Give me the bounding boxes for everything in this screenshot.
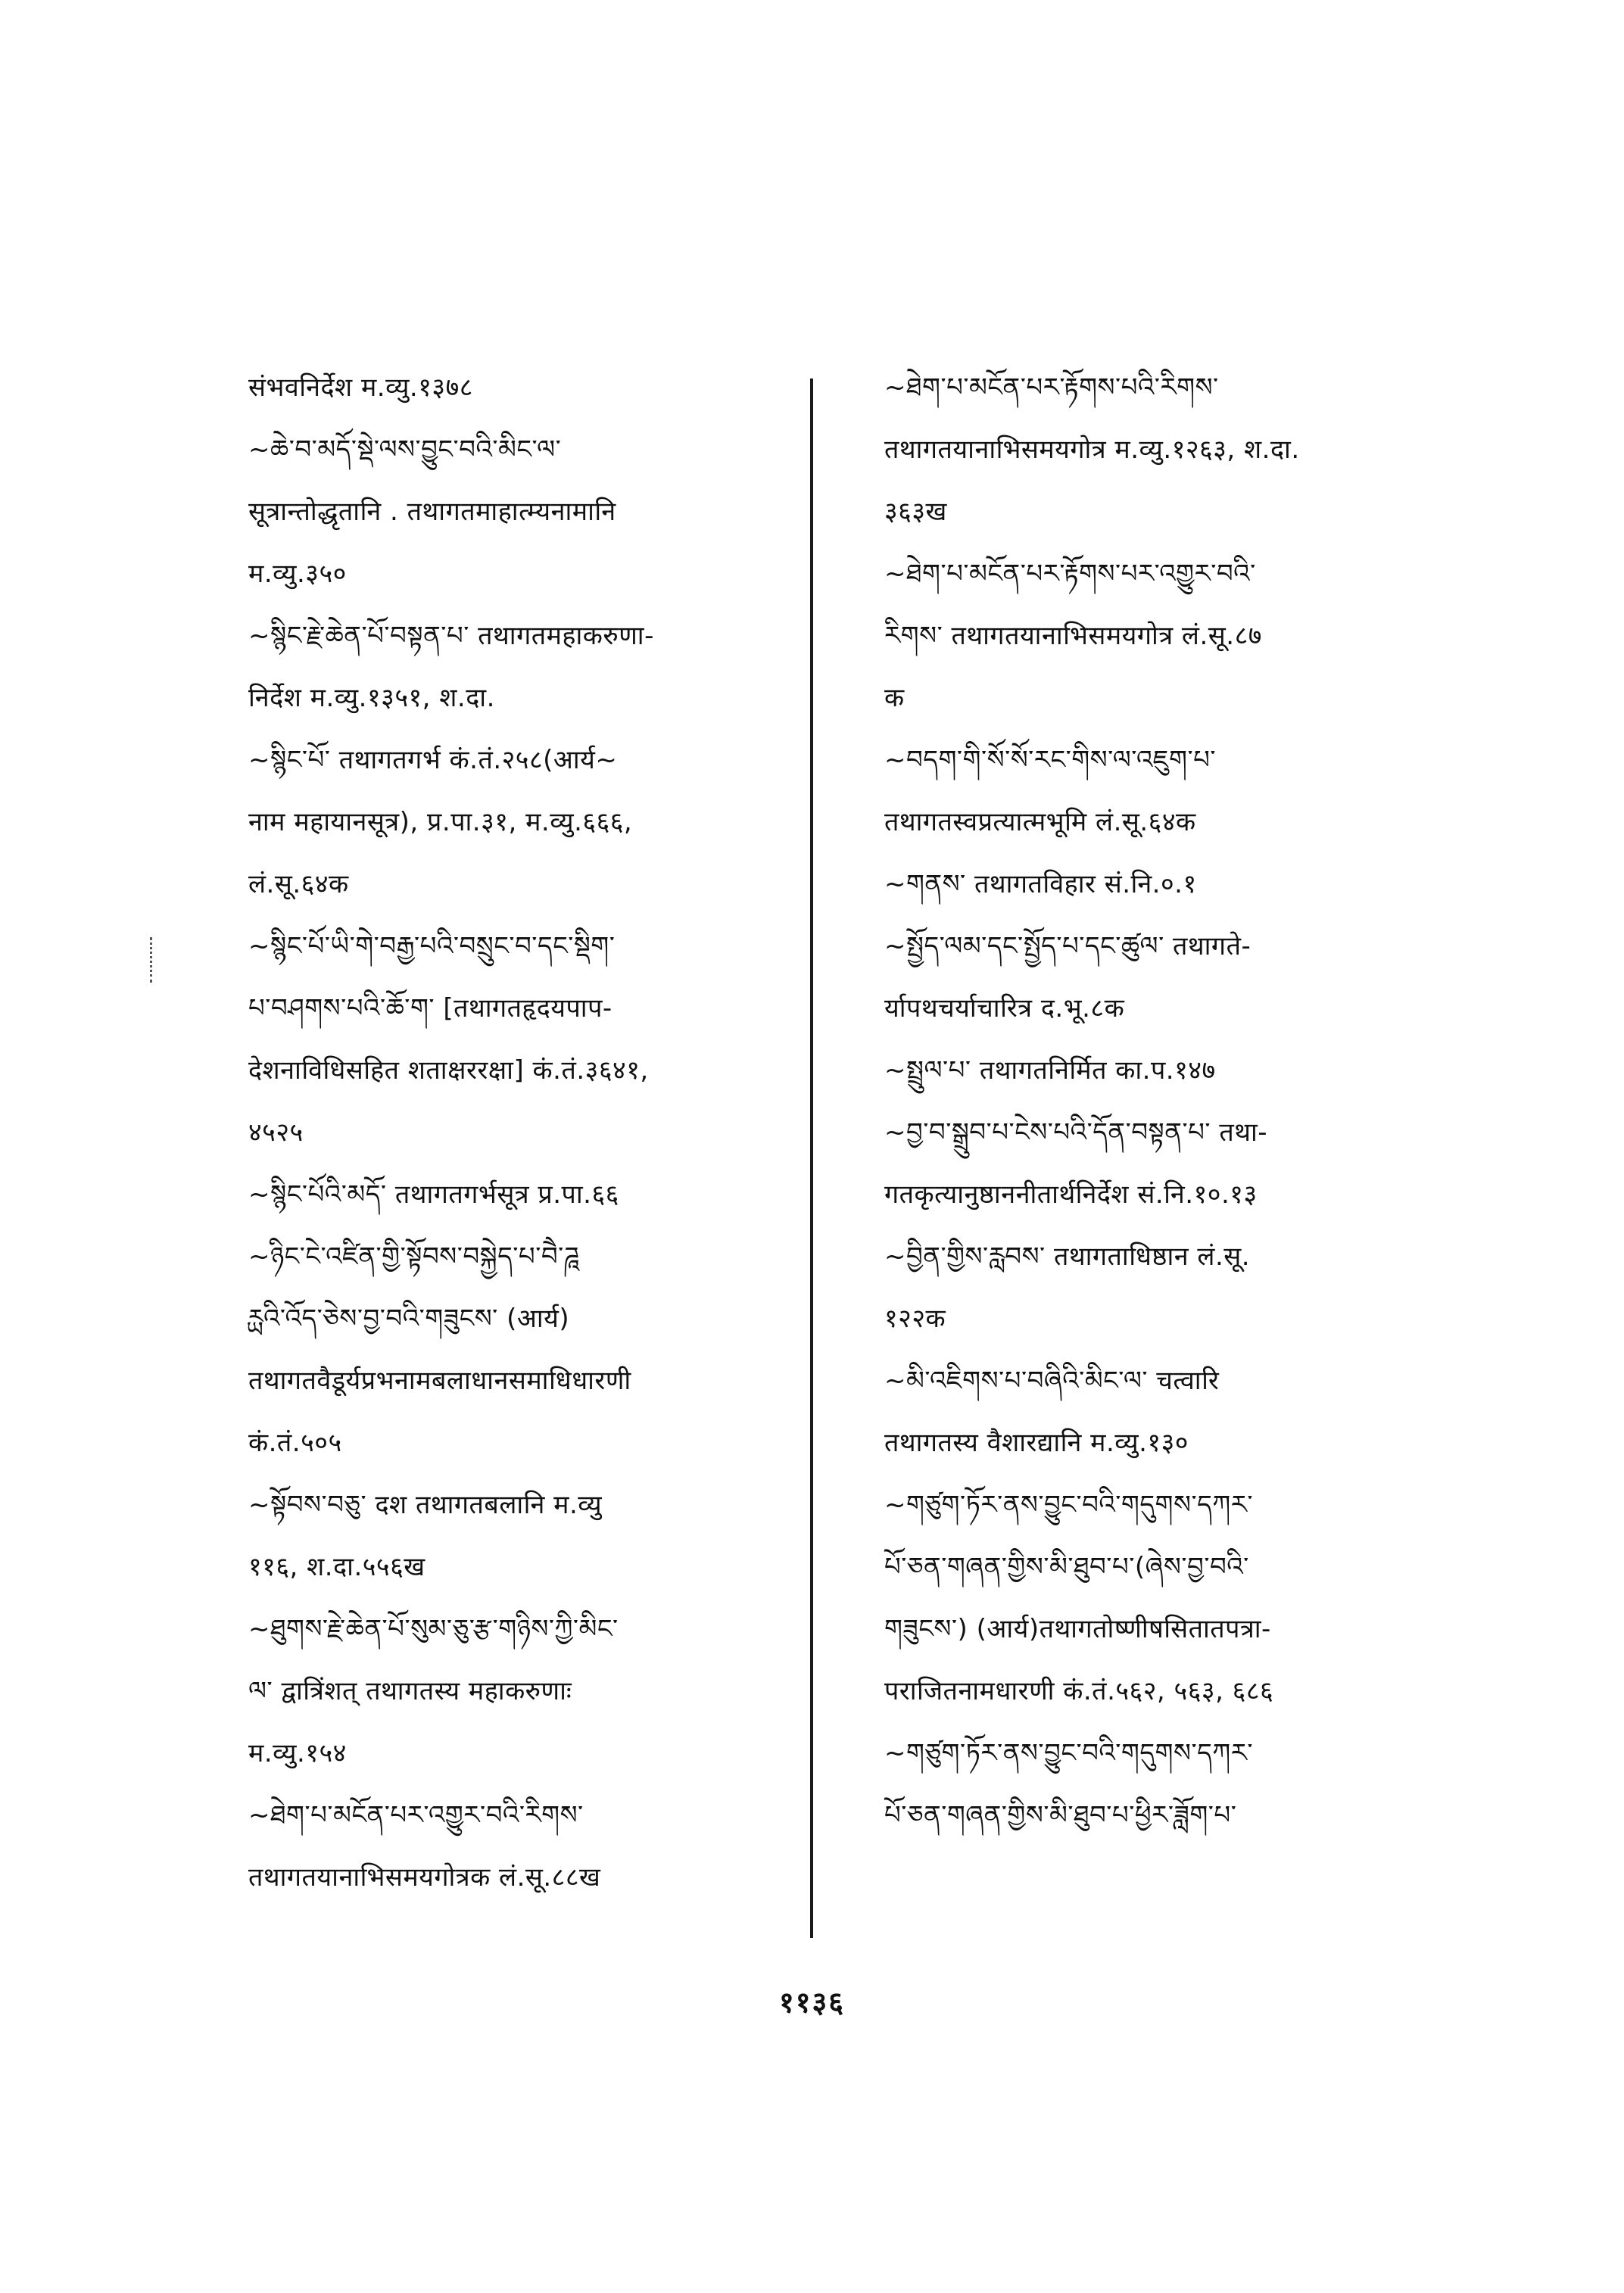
entry-line: सूत्रान्तोद्धृतानि . तथागतमाहात्म्यनामानि: [248, 497, 616, 527]
entry-line: ཪྻའི་འོད་ཅེས་བྱ་བའི་གཟུངས་ (आर्य): [248, 1304, 570, 1334]
entry-line: तथागतयानाभिसमयगोत्र म.व्यु.१२६३, श.दा.: [884, 435, 1300, 465]
entry-line: ལ་ द्वात्रिंशत् तथागतस्य महाकरुणाः: [248, 1676, 572, 1706]
entry-line: ~ཉིང་ངེ་འཛིན་གྱི་སྟོབས་བསྐྱེད་པ་བཻ་ཌཱ: [248, 1242, 579, 1272]
entry-line: རིགས་ तथागतयानाभिसमयगोत्र लं.सू.८७: [884, 621, 1262, 651]
entry-line: ३६३ख: [884, 497, 947, 527]
entry-line: तथागतवैडूर्यप्रभनामबलाधानसमाधिधारणी: [248, 1366, 631, 1396]
entry-line: संभवनिर्देश म.व्यु.१३७८: [248, 372, 473, 403]
entry-line: ~སྙིང་པོ་ तथागतगर्भ कं.तं.२५८(आर्य~: [248, 745, 618, 775]
entry-line: गतकृत्यानुष्ठाननीतार्थनिर्देश सं.नि.१०.१३: [884, 1179, 1258, 1210]
entry-line: र्यापथचर्याचारित्र द.भू.८क: [884, 993, 1125, 1023]
entry-line: ~གནས་ तथागतविहार सं.नि.०.१: [884, 869, 1197, 899]
entry-line: ~སྤྱོད་ལམ་དང་སྤྱོད་པ་དང་ཚུལ་ तथागते-: [884, 931, 1252, 961]
entry-line: ४५२५: [248, 1117, 304, 1148]
entry-line: म.व्यु.१५४: [248, 1738, 347, 1768]
entry-line: लं.सू.६४क: [248, 869, 349, 899]
entry-line: ~བྱིན་གྱིས་རླབས་ तथागताधिष्ठान लं.सू.: [884, 1242, 1251, 1272]
right-column: [884, 372, 1460, 1862]
entry-line: तथागतस्वप्रत्यात्मभूमि लं.सू.६४क: [884, 807, 1196, 837]
entry-line: ११६, श.दा.५५६ख: [248, 1552, 425, 1582]
entry-line: तथागतयानाभिसमयगोत्रक लं.सू.८८ख: [248, 1862, 601, 1893]
entry-line: क: [884, 683, 905, 713]
entry-line: म.व्यु.३५०: [248, 559, 347, 589]
entry-line: पराजितनामधारणी कं.तं.५६२, ५६३, ६८६: [884, 1676, 1274, 1706]
entry-line: ~གཙུག་ཏོར་ནས་བྱུང་བའི་གདུགས་དཀར་: [884, 1490, 1254, 1520]
entry-line: ~ཆེ་བ་མདོ་སྡེ་ལས་བྱུང་བའི་མིང་ལ་: [248, 435, 562, 465]
left-column: [248, 372, 809, 1924]
entry-line: ~སྟོབས་བཅུ་ दश तथागतबलानि म.व्यु: [248, 1490, 603, 1520]
entry-line: ~བྱ་བ་སྒྲུབ་པ་ངེས་པའི་དོན་བསྟན་པ་ तथा-: [884, 1117, 1268, 1148]
entry-line: ~ཐེག་པ་མངོན་པར་འགྱུར་བའི་རིགས་: [248, 1800, 584, 1830]
entry-line: १२२क: [884, 1304, 946, 1334]
entry-line: ~བདག་གི་སོ་སོ་རང་གིས་ལ་འཇུག་པ་: [884, 745, 1217, 775]
entry-line: कं.तं.५०५: [248, 1428, 342, 1458]
entry-line: ~ཐེག་པ་མངོན་པར་རྟོགས་པར་འགྱུར་བའི་: [884, 559, 1256, 589]
entry-line: निर्देश म.व्यु.१३५१, श.दा.: [248, 683, 495, 713]
entry-line: ~ཐེག་པ་མངོན་པར་རྟོགས་པའི་རིགས་: [884, 372, 1219, 403]
page-number: ११३६: [778, 1986, 846, 2019]
entry-line: देशनाविधिसहित शताक्षररक्षा] कं.तं.३६४१,: [248, 1055, 649, 1086]
entry-line: པ་བཤགས་པའི་ཆོ་ག་ [तथागतहृदयपाप-: [248, 993, 613, 1023]
entry-line: तथागतस्य वैशारद्यानि म.व्यु.१३०: [884, 1428, 1189, 1458]
entry-line: ~མི་འཇིགས་པ་བཞིའི་མིང་ལ་ चत्वारि: [884, 1366, 1220, 1396]
entry-line: ~སྙིང་རྗེ་ཆེན་པོ་བསྟན་པ་ तथागतमहाकरुणा-: [248, 621, 654, 651]
entry-line: ~སྙིང་པོ་ཡི་གེ་བརྒྱ་པའི་བསྲུང་བ་དང་སྡིག་: [248, 931, 616, 961]
entry-line: པོ་ཅན་གཞན་གྱིས་མི་ཐུབ་པ་(ཞེས་བྱ་བའི་: [884, 1552, 1249, 1582]
entry-line: ~ཐུགས་རྗེ་ཆེན་པོ་སུམ་ཅུ་རྩ་གཉིས་ཀྱི་མིང་: [248, 1614, 619, 1644]
entry-line: ~སྤྲུལ་པ་ तथागतनिर्मित का.प.१४७: [884, 1055, 1216, 1086]
entry-line: ~སྙིང་པོའི་མདོ་ तथागतगर्भसूत्र प्र.पा.६६: [248, 1179, 619, 1210]
entry-line: नाम महायानसूत्र), प्र.पा.३१, म.व्यु.६६६,: [248, 807, 633, 837]
margin-mark: [150, 937, 155, 983]
entry-line: གཟུངས་) (आर्य)तथागतोष्णीषसितातपत्रा-: [884, 1614, 1271, 1644]
entry-line: པོ་ཅན་གཞན་གྱིས་མི་ཐུབ་པ་ཕྱིར་ཟློག་པ་: [884, 1800, 1237, 1830]
entry-line: ~གཙུག་ཏོར་ནས་བྱུང་བའི་གདུགས་དཀར་: [884, 1738, 1254, 1768]
column-divider: [810, 379, 813, 1938]
